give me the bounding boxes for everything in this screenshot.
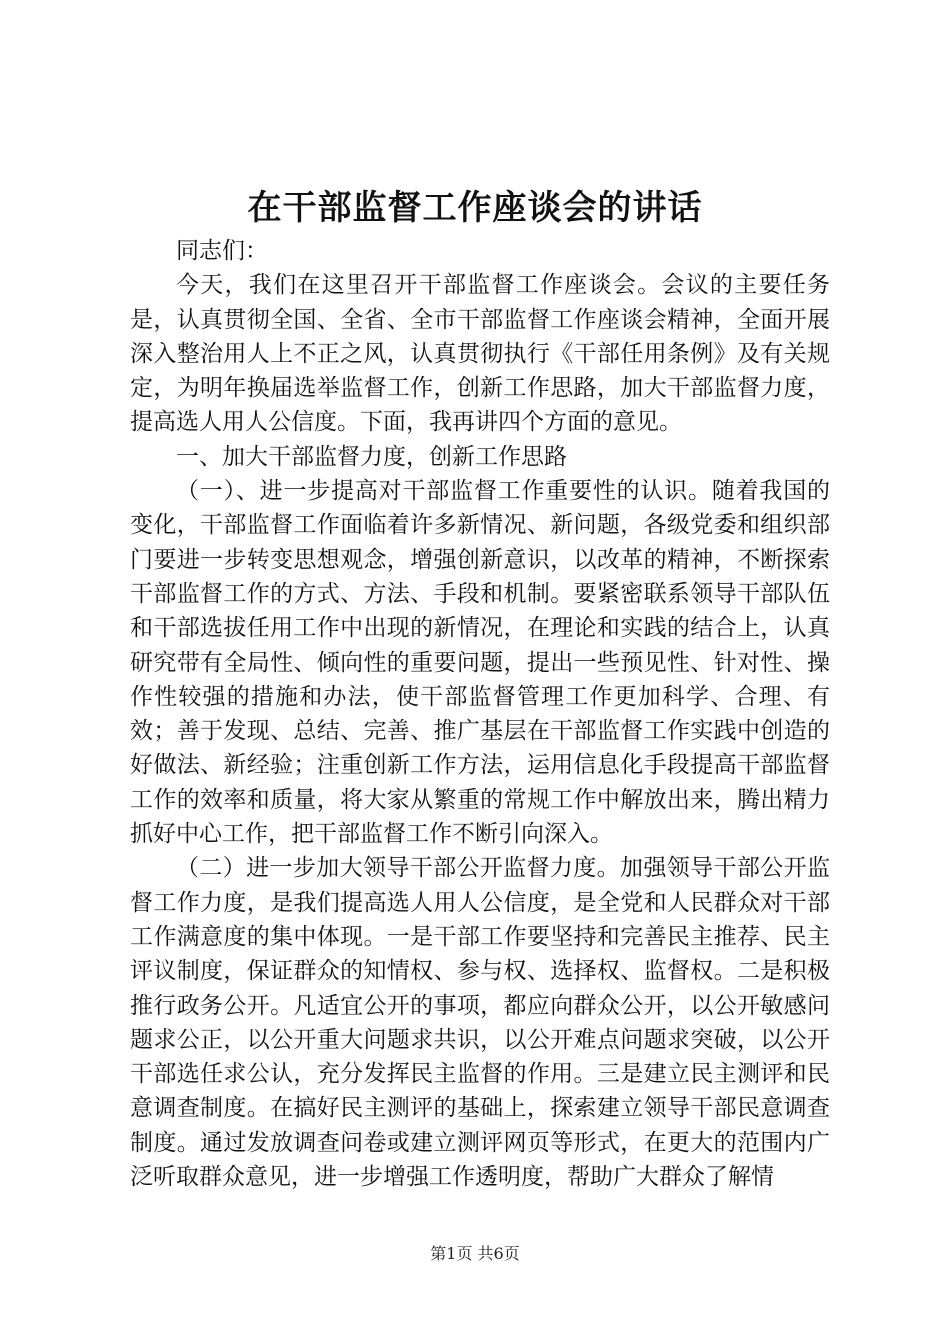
section-heading-1: 一、加大干部监督力度，创新工作思路 [176, 443, 567, 470]
document-title: 在干部监督工作座谈会的讲话 [247, 188, 703, 228]
paragraph-intro: 今天，我们在这里召开干部监督工作座谈会。会议的主要任务是，认真贯彻全国、全省、全市干部监督工作座谈会精神，全面开展深入整治用人上不正之风，认真贯彻执行《干部任用条例》及有关规定，为明年换届选举监督工作，创新工作思路，加大干部监督力度，提高选人用人公信度。下面，我再讲四个方面的意见。 [130, 272, 830, 436]
salutation: 同志们： [176, 238, 268, 264]
paragraph-subsection-1: （一）、进一步提高对干部监督工作重要性的认识。随着我国的变化，干部监督工作面临着许多新情况、新问题，各级党委和组织部门要进一步转变思想观念，增强创新意识，以改革的精神，不断探索干部监督工作的方式、方法、手段和机制。要紧密联系领导干部队伍和干部选拔任用工作中出现的新情况，在理论和实践的结合上，认真研究带有全局性、倾向性的重要问题，提出一些预见性、针对性、操作性较强的措施和办法，使干部监督管理工作更加科学、合理、有效；善于发现、总结、完善、推广基层在干部监督工作实践中创造的好做法、新经验；注重创新工作方法，运用信息化手段提高干部监督工作的效率和质量，将大家从繁重的常规工作中解放出来，腾出精力抓好中心工作，把干部监督工作不断引向深入。 [130, 478, 830, 848]
page-indicator: 第1页 共6页 [430, 1244, 520, 1263]
page-footer [0, 1242, 950, 1266]
paragraph-subsection-2: （二）进一步加大领导干部公开监督力度。加强领导干部公开监督工作力度，是我们提高选人用人公信度，是全党和人民群众对干部工作满意度的集中体现。一是干部工作要坚持和完善民主推荐、民主评议制度，保证群众的知情权、参与权、选择权、监督权。二是积极推行政务公开。凡适宜公开的事项，都应向群众公开，以公开敏感问题求公正，以公开重大问题求共识，以公开难点问题求突破，以公开干部选任求公认，充分发挥民主监督的作用。三是建立民主测评和民意调查制度。在搞好民主测评的基础上，探索建立领导干部民意调查制度。通过发放调查问卷或建立测评网页等形式，在更大的范围内广泛听取群众意见，进一步增强工作透明度，帮助广大群众了解情 [130, 855, 830, 1191]
document-body [130, 234, 830, 1194]
